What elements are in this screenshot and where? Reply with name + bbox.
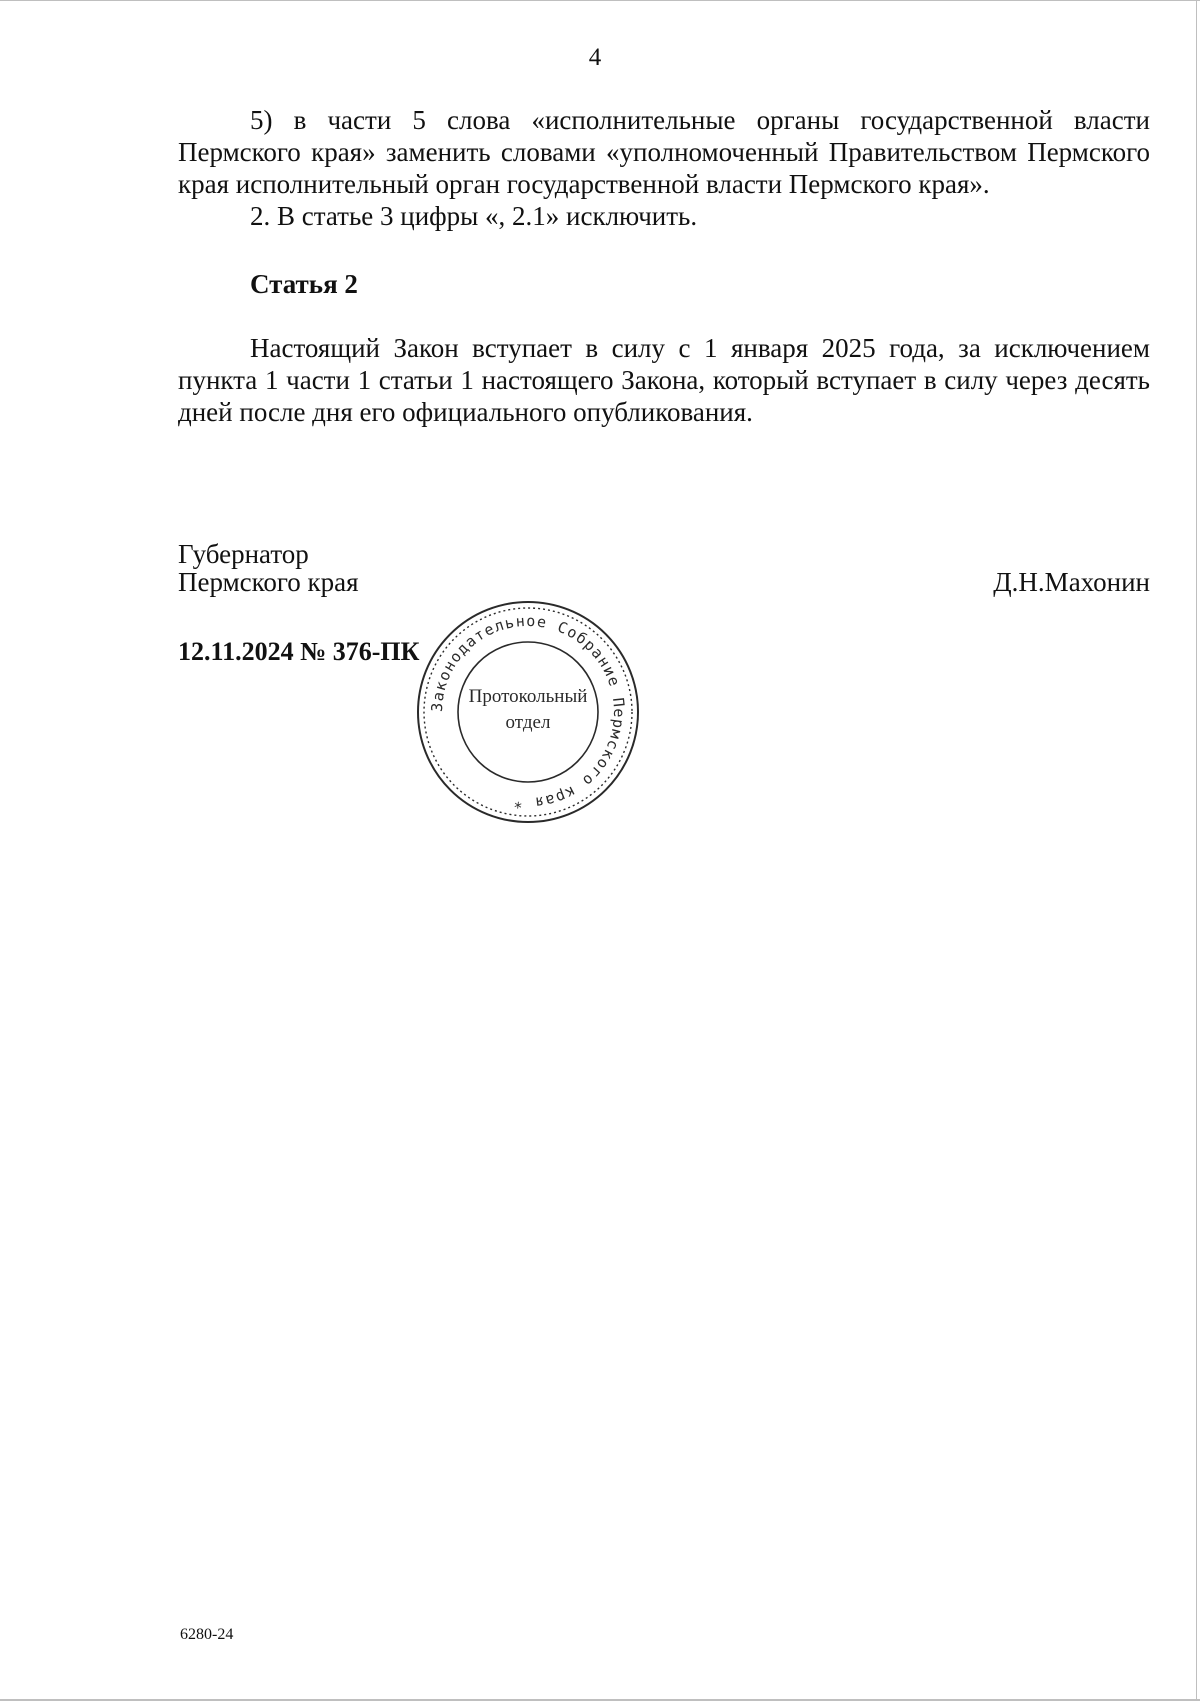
document-code: 6280-24 — [180, 1626, 234, 1643]
law-date-number: 12.11.2024 № 376-ПК — [178, 637, 420, 666]
stamp-ring-text: Законодательное Собрание Пермского края * — [427, 611, 629, 813]
page-number: 4 — [588, 44, 602, 71]
signer-name: Д.Н.Махонин — [993, 567, 1150, 597]
signer-title-line-1: Губернатор — [178, 539, 309, 569]
signer-title-line-2: Пермского края — [178, 567, 359, 597]
stamp-seal-icon — [412, 596, 644, 828]
paragraph-item-2: 2. В статье 3 цифры «, 2.1» исключить. — [250, 201, 698, 231]
article-2-heading: Статья 2 — [250, 269, 358, 299]
document-body — [178, 104, 1150, 455]
signature-block — [178, 540, 1150, 596]
stamp-center-line-1: Протокольный — [468, 686, 588, 707]
article-2-text: Настоящий Закон вступает в силу с 1 января 2025 года, за исключением пункта 1 части 1 статьи 1 настоящего Закона, который вступает в силу через десять дней после дня его официального опубликования. — [178, 333, 1150, 427]
scan-edge-top — [0, 0, 1200, 1]
stamp-center-line-2: отдел — [505, 712, 551, 733]
paragraph-item-5: 5) в части 5 слова «исполнительные органы государственной власти Пермского края» заменить словами «уполномоченный Правительством Пермского края исполнительный орган государственной власти Пермского края». — [178, 105, 1150, 199]
official-stamp — [412, 596, 644, 828]
scan-edge-right — [1196, 0, 1197, 1701]
